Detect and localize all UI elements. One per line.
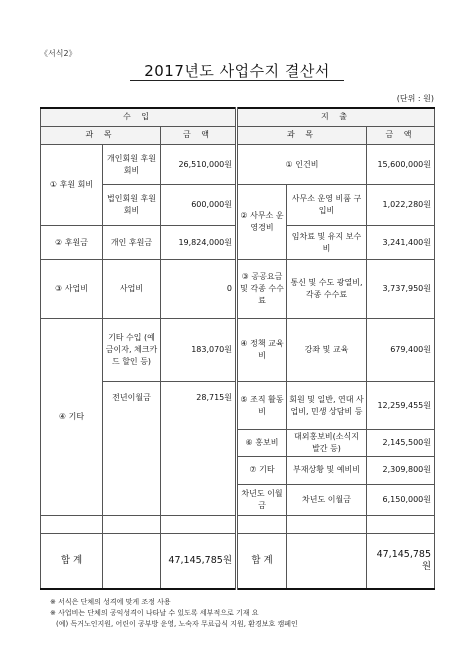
budget-table <box>40 107 435 590</box>
income-project-amount: 0 <box>161 260 237 319</box>
expense-publicity-detail: 대외홍보비(소식지 발간 등) <box>287 430 367 456</box>
income-misc-label: 기타 수입 (예금이자, 체크카드 할인 등) <box>103 319 161 382</box>
document-title: 2017년도 사업수지 결산서 <box>144 62 330 80</box>
income-donation-category: ② 후원금 <box>41 225 103 259</box>
expense-carryforward-amount: 6,150,000원 <box>367 485 435 515</box>
expense-office-supplies-amount: 1,022,280원 <box>367 185 435 226</box>
expense-publicity-amount: 2,145,500원 <box>367 430 435 456</box>
expense-other-detail: 부재상황 및 예비비 <box>287 456 367 484</box>
expense-utilities-amount: 3,737,950원 <box>367 260 435 319</box>
expense-utilities-category: ③ 공공요금 및 각종 수수료 <box>237 260 287 319</box>
expense-education-detail: 강좌 및 교육 <box>287 319 367 382</box>
income-corporate-label: 법인회원 후원회비 <box>103 185 161 226</box>
expense-total-label: 합 계 <box>237 533 287 589</box>
expense-office-rent-amount: 3,241,400원 <box>367 225 435 259</box>
income-carryover-amount: 28,715원 <box>161 381 237 515</box>
expense-utilities-detail: 통신 및 수도 광열비, 각종 수수료 <box>287 260 367 319</box>
table-row-empty <box>41 515 435 533</box>
totals-row <box>41 533 435 589</box>
expense-office-supplies-detail: 사무소 운영 비품 구입비 <box>287 185 367 226</box>
income-header: 수 입 <box>41 108 237 126</box>
note-2: ※ 사업비는 단체의 공익성격이 나타날 수 있도록 세부적으로 기재 요 <box>50 609 259 617</box>
income-corporate-amount: 600,000원 <box>161 185 237 226</box>
income-donation-amount: 19,824,000원 <box>161 225 237 259</box>
unit-label: (단위 : 원) <box>396 94 434 103</box>
form-number: 《서식2》 <box>40 49 77 58</box>
income-amount-header: 금 액 <box>161 126 237 144</box>
expense-personnel-category-text: ① 인건비 <box>285 159 319 169</box>
expense-education-category: ④ 정책 교육비 <box>237 319 287 382</box>
income-donation-label: 개인 후원금 <box>103 225 161 259</box>
income-other-category: ④ 기타 <box>41 319 103 515</box>
expense-personnel-category <box>237 144 367 185</box>
expense-office-category: ② 사무소 운영경비 <box>237 185 287 260</box>
income-carryover-label: 전년이월금 <box>103 381 161 515</box>
income-individual-label: 개인회원 후원회비 <box>103 144 161 185</box>
income-sponsor-fee-category: ① 후원 회비 <box>41 144 103 225</box>
expense-organization-category: ⑤ 조직 활동비 <box>237 381 287 430</box>
header-row-columns <box>41 126 435 144</box>
table-row <box>41 319 435 382</box>
expense-subject-header: 과 목 <box>237 126 367 144</box>
expense-other-amount: 2,309,800원 <box>367 456 435 484</box>
note-3: (예) 독거노인지원, 어린이 공부방 운영, 노숙자 무료급식 지원, 환경보호 캠페인 <box>56 620 298 628</box>
expense-header: 지 출 <box>237 108 435 126</box>
expense-amount-header: 금 액 <box>367 126 435 144</box>
expense-organization-amount: 12,259,455원 <box>367 381 435 430</box>
income-individual-amount: 26,510,000원 <box>161 144 237 185</box>
expense-other-category: ⑦ 기타 <box>237 456 287 484</box>
income-total-amount: 47,145,785원 <box>161 533 237 589</box>
note-1: ※ 서식은 단체의 성격에 맞게 조정 사용 <box>50 598 171 606</box>
expense-education-amount: 679,400원 <box>367 319 435 382</box>
title-underline <box>130 80 344 81</box>
income-subject-header: 과 목 <box>41 126 161 144</box>
expense-personnel-amount: 15,600,000원 <box>367 144 435 185</box>
expense-carryforward-detail: 차년도 이월금 <box>287 485 367 515</box>
income-misc-amount: 183,070원 <box>161 319 237 382</box>
expense-total-amount: 47,145,785원 <box>367 533 435 589</box>
table-row <box>41 144 435 185</box>
table-row <box>41 260 435 319</box>
expense-carryforward-category: 차년도 이월금 <box>237 485 287 515</box>
expense-organization-detail: 회원 및 일반, 연대 사업비, 민생 상담비 등 <box>287 381 367 430</box>
income-total-label: 합 계 <box>41 533 103 589</box>
income-project-category: ③ 사업비 <box>41 260 103 319</box>
expense-publicity-category: ⑥ 홍보비 <box>237 430 287 456</box>
header-row-sections <box>41 108 435 126</box>
expense-office-rent-detail: 임차료 및 유지 보수비 <box>287 225 367 259</box>
income-project-label: 사업비 <box>103 260 161 319</box>
